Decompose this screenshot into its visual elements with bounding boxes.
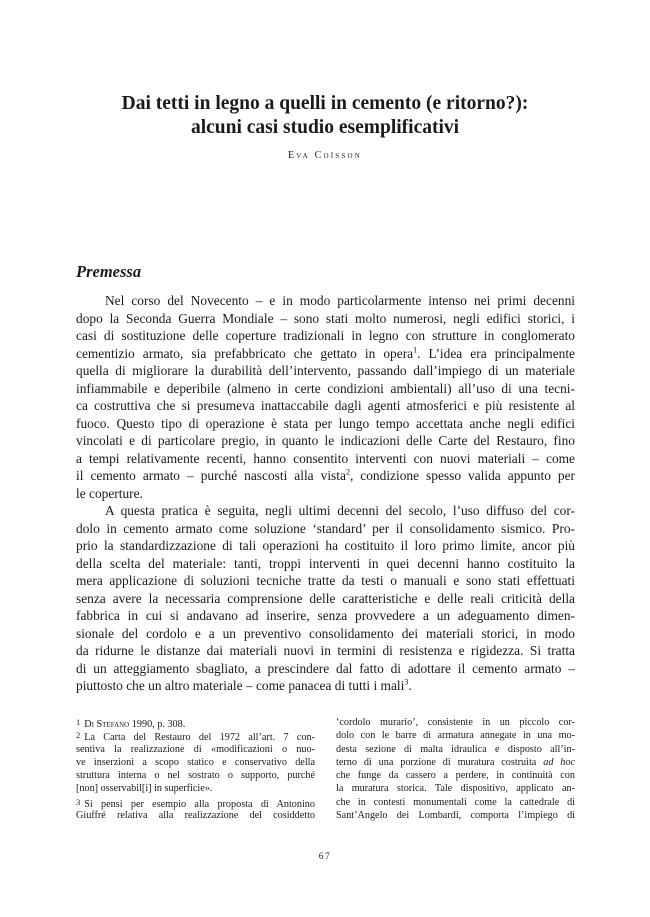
body-line: le coperture. xyxy=(76,485,143,501)
body-text-run: . xyxy=(408,678,412,693)
footnote-italic-run: ad hoc xyxy=(543,756,576,768)
footnote-line: che funge da cassero a perdere, in continuità con xyxy=(336,770,575,782)
footnote-line: Giuffré relativa alla realizzazione del cosiddetto xyxy=(76,810,315,822)
footnote-line: Sant’Angelo dei Lombardi, comporta l’impiego di xyxy=(336,810,575,822)
body-text-run: piuttosto che un altro materiale – come panacea di tutti i mali xyxy=(76,678,405,693)
footnotes-right-column xyxy=(336,716,575,822)
footnote-line: ve inserzioni a scopo statico e conservativo della xyxy=(76,756,315,768)
body-line: Nel corso del Novecento – e in modo particolarmente intenso nei primi decenni xyxy=(105,293,575,308)
footnote-ref: 1 xyxy=(413,345,418,355)
body-text-run: . L’idea era principalmente xyxy=(417,345,576,361)
footnote-number: 1 xyxy=(76,717,81,727)
footnote-line: sentiva la realizzazione di «modificazioni o nuo- xyxy=(76,743,315,755)
footnote-line: la muratura storica. Tale dispositivo, applicato an- xyxy=(336,783,575,795)
footnote-line: che in contesti monumentali come la cattedrale di xyxy=(336,796,575,808)
title-line: Dai tetti in legno a quelli in cemento (e ritorno?): xyxy=(121,93,529,114)
body-line xyxy=(76,677,575,695)
body-line: vincolati e di particolare pregio, in quanto le indicazioni delle Carte del Restauro, fino xyxy=(76,433,575,448)
footnote-text-run: terno di una porzione di muratura costruita xyxy=(336,756,537,768)
body-line xyxy=(76,467,575,485)
footnote-line: ‘cordolo murario’, consistente in un piccolo cor- xyxy=(336,717,575,728)
footnote-ref: 3 xyxy=(404,677,409,687)
footnote-line xyxy=(76,729,315,742)
body-text-run: il cemento armato – purché nascosti alla vista xyxy=(76,468,346,483)
body-line: prio la standardizzazione di tali operazioni ha costituito il loro primo limite, ancor più xyxy=(76,538,575,553)
body-line: sionale del cordolo e a un preventivo consolidamento dei materiali storici, in modo xyxy=(76,625,575,641)
footnote-line xyxy=(336,756,575,769)
footnote-line: desta sezione di malta idraulica e disposto all’in- xyxy=(336,743,575,755)
footnote-line: struttura interna o nel sostrato o supporto, purché xyxy=(76,770,315,782)
footnote-ref: 2 xyxy=(345,467,350,477)
section-heading: Premessa xyxy=(76,262,142,281)
body-line xyxy=(76,345,575,363)
footnote-line xyxy=(76,716,315,729)
footnote-text-run: 1990, p. 308. xyxy=(129,719,186,730)
page-number: 67 xyxy=(318,852,332,862)
body-line: fabbrica in cui si andavano ad inserire, senza provvedere a un adeguamento dimen- xyxy=(76,608,575,623)
footnotes-left-column xyxy=(76,716,315,822)
body-text-run: cementizio armato, sia prefabbricato che gettato in opera xyxy=(76,345,414,361)
body-line: infiammabile e deperibile (almeno in certe condizioni ambientali) all’uso di una tecni- xyxy=(76,380,575,396)
body-line: senza avere la necessaria comprensione delle caratteristiche e delle reali criticità della xyxy=(76,590,575,606)
footnote-text-run: Si pensi per esempio alla proposta di Antonino xyxy=(84,798,315,810)
footnote-text-run: La Carta del Restauro del 1972 all’art. 7 con- xyxy=(84,732,315,744)
footnote-number: 3 xyxy=(76,796,81,807)
body-text xyxy=(76,292,575,695)
title-line: alcuni casi studio esemplificativi xyxy=(190,117,460,138)
body-line: fuoco. Questo tipo di operazione è stata per lungo tempo accettata anche negli edifici xyxy=(76,415,575,431)
footnote-author: Di Stefano xyxy=(84,719,130,730)
body-text-run: , condizione spesso valida appunto per xyxy=(349,468,576,483)
author-name: Eva Coïsson xyxy=(288,150,362,161)
footnote-line: [non] osservabil[i] in superficie». xyxy=(76,783,213,795)
body-line: ca costruttiva che si presumeva inattaccabile dagli agenti atmosferici e più resistente al xyxy=(76,398,575,413)
article-title xyxy=(60,92,590,140)
body-line: dolo in cemento armato come soluzione ‘standard’ per il consolidamento sismico. Pro- xyxy=(76,520,575,536)
body-line: a tempi relativamente recenti, hanno consentito interventi con nuovi materiali – come xyxy=(76,450,575,466)
body-line: casi di sostituzione delle coperture tradizionali in legno con strutture in conglomerato xyxy=(76,328,575,343)
footnote-line: dolo con le barre di armatura annegate in una mo- xyxy=(336,730,575,742)
body-line: A questa pratica è seguita, negli ultimi decenni del secolo, l’uso diffuso del cor- xyxy=(105,503,575,518)
body-line: mera applicazione di soluzioni tecniche tratte da testi o manuali e sono stati effettuati xyxy=(76,573,575,588)
footnote-line xyxy=(76,796,315,809)
body-line: da ridurne le distanze dai materiali nuovi in termini di resistenza e rigidezza. Si tratta xyxy=(76,643,575,658)
body-line: dopo la Seconda Guerra Mondiale – sono stati molto numerosi, negli edifici storici, i xyxy=(76,310,575,326)
body-line: quella di migliorare la durabilità dell’intervento, passando dall’impiego di un materiale xyxy=(76,363,575,378)
body-line: di un atteggiamento sbagliato, a prescindere dal fatto di adottare il cemento armato – xyxy=(76,660,575,676)
footnote-number: 2 xyxy=(76,730,81,741)
body-line: della scelta del materiale: tanti, troppi interventi in quei decenni hanno costituito la xyxy=(76,555,575,571)
